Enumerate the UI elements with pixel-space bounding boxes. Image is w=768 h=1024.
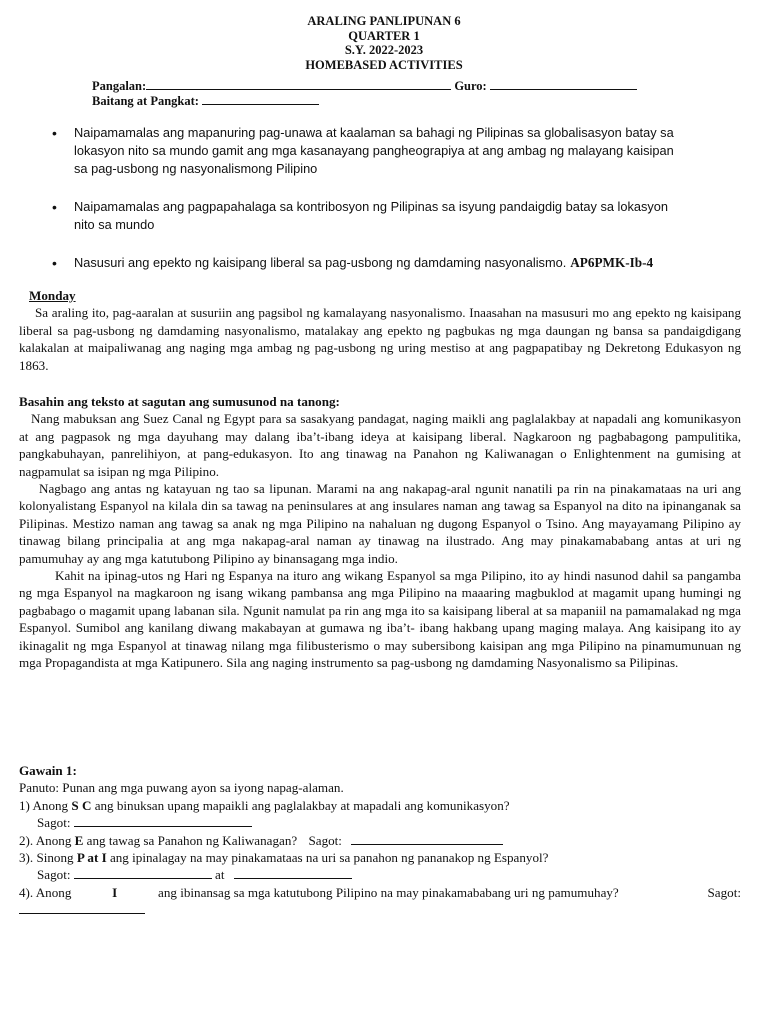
objective-item: • Naipamamalas ang mapanuring pag-unawa at kaalaman sa bahagi ng Pilipinas sa globalisasyon batay sa lokasyon nito sa mundo gamit ang mga kasanayang pangheograpiya at ang ambag ng malayang kaisipan sa pag-usbong ng nasyonalismong Pilipino (52, 124, 676, 178)
question-4: 4). Anong I ang ibinansag sa mga katutubong Pilipino na may pinakamababang uri ng pamumuhay? Sagot: (19, 884, 741, 900)
question-2: 2). Anong E ang tawag sa Panahon ng Kaliwanagan? Sagot: (19, 832, 741, 849)
school-year: S.Y. 2022-2023 (344, 43, 424, 57)
competency-code: AP6PMK-Ib-4 (570, 255, 654, 270)
reading-section (19, 393, 741, 672)
teacher-field[interactable] (490, 78, 637, 90)
answer-3b-field[interactable] (234, 867, 352, 879)
name-teacher-row (92, 78, 637, 94)
answer-3a-field[interactable] (74, 867, 212, 879)
question-3: 3). Sinong P at I ang ipinalagay na may pinakamataas na uri sa panahon ng pananakop ng Espanyol? (19, 850, 549, 866)
answer-4-row (19, 901, 741, 918)
worksheet-header (0, 14, 768, 72)
reading-title: Basahin ang teksto at sagutan ang sumusunod na tanong: (19, 394, 340, 409)
objectives-list (52, 124, 676, 292)
answer-2-field[interactable] (351, 833, 503, 845)
monday-section (19, 287, 741, 374)
answer-1-field[interactable] (74, 815, 252, 827)
answer-3-row: Sagot: at (19, 866, 741, 883)
activity-type: HOMEBASED ACTIVITIES (305, 57, 463, 72)
answer-1-row: Sagot: (19, 814, 741, 831)
gawain-instructions: Panuto: Punan ang mga puwang ayon sa iyong napag-alaman. (19, 780, 344, 796)
gawain-section (19, 762, 741, 919)
teacher-label: Guro: (454, 79, 487, 93)
monday-title: Monday (29, 288, 76, 303)
grade-label: Baitang at Pangkat: (92, 94, 199, 108)
name-field[interactable] (146, 78, 451, 90)
reading-paragraph-2: Nagbago ang antas ng katayuan ng tao sa lipunan. Marami na ang nakapag-aral ngunit nanatili pa rin na pinakamataas na uri ang kolonyalistang Espanyol na kilala din sa tawag na peninsulares at ang insulares naman ang tawag sa Espanyol na dito na ipinanganak sa Pilipinas. Mestizo naman ang tawag sa anak ng mga Pilipino na nahaluan ng dugong Espanyol o Tsino. Ang mayayamang Pilipino ay tinawag bilang principalia at ang mga nakapag-aral naman ay tinawag na ilustrado. Ang may pinakamababang antas at uri ng pamumuhay ay ang mga katutubong Pilipino ay binansagang mga indio. (19, 481, 741, 566)
reading-paragraph-1: Nang mabuksan ang Suez Canal ng Egypt para sa sasakyang pandagat, naging maikli ang paglalakbay at napadali ang komunikasyon at ang pagpasok ng mga dayuhang may dalang iba’t-ibang ideya at kaisipang liberal. Nagkaroon ng pagbabagong pampulitika, pangkabuhayan, panrelihiyon, at pang-edukasyon. Ito ang tinawag na Panahon ng Kaliwanagan o Enlightenment na gumising at nagpamulat sa isipan ng mga Pilipino. (19, 411, 741, 479)
monday-intro: Sa araling ito, pag-aaralan at susuriin ang pagsibol ng kamalayang nasyonalismo. Inaasahan na masusuri mo ang epekto ng kaisipang liberal sa pag-usbong ng damdaming nasyonalismo, matalakay ang epekto ng pagbukas ng mga daungan ng bansa sa pandaigdigang kalakalan at maipaliwanag ang naging mga ambag ng pag-usbong ng uring mestiso at ang pagpapatibay ng Dekretong Edukasyon ng 1863. (19, 305, 741, 373)
gawain-title: Gawain 1: (19, 763, 77, 778)
reading-paragraph-3: Kahit na ipinag-utos ng Hari ng Espanya na ituro ang wikang Espanyol sa mga Pilipino, ito ay hindi nasunod dahil sa pangamba ng mga Espanyol na magkaroon ng isang wikang pambansa ang mga Pilipino na maaaring magbuklod at magamit upang humingi ng pagbabago o magamit upang labanan sila. Ngunit namulat pa rin ang mga ito sa kaisipang liberal at sa mapaniil na pamamalakad ng mga Espanyol. Sumibol ang kanilang diwang makabayan at gumawa ng iba’t- ibang hakbang upang maging malaya. Ang kaisipang ito ay ikinagalit ng mga Espanyol at tinawag nilang mga filibusterismo o may subersibong kaisipan ang mga Pilipino na pinamumunuan ng mga Propagandista at mga Katipunero. Sila ang naging instrumento sa pag-usbong ng damdaming Nasyonalismo sa Pilipinas. (19, 568, 741, 671)
grade-row (92, 93, 319, 109)
name-label: Pangalan: (92, 79, 147, 93)
question-1: 1) Anong S C ang binuksan upang mapaikli ang paglalakbay at mapadali ang komunikasyon? (19, 797, 510, 813)
grade-field[interactable] (202, 93, 319, 105)
quarter-label: QUARTER 1 (348, 28, 420, 43)
subject-title: ARALING PANLIPUNAN 6 (307, 14, 461, 28)
answer-4-field[interactable] (19, 902, 145, 914)
objective-item: • Nasusuri ang epekto ng kaisipang liberal sa pag-usbong ng damdaming nasyonalismo. AP6PMK-Ib-4 (52, 254, 676, 272)
objective-item: • Naipamamalas ang pagpapahalaga sa kontribosyon ng Pilipinas sa isyung pandaigdig batay sa lokasyon nito sa mundo (52, 198, 676, 234)
